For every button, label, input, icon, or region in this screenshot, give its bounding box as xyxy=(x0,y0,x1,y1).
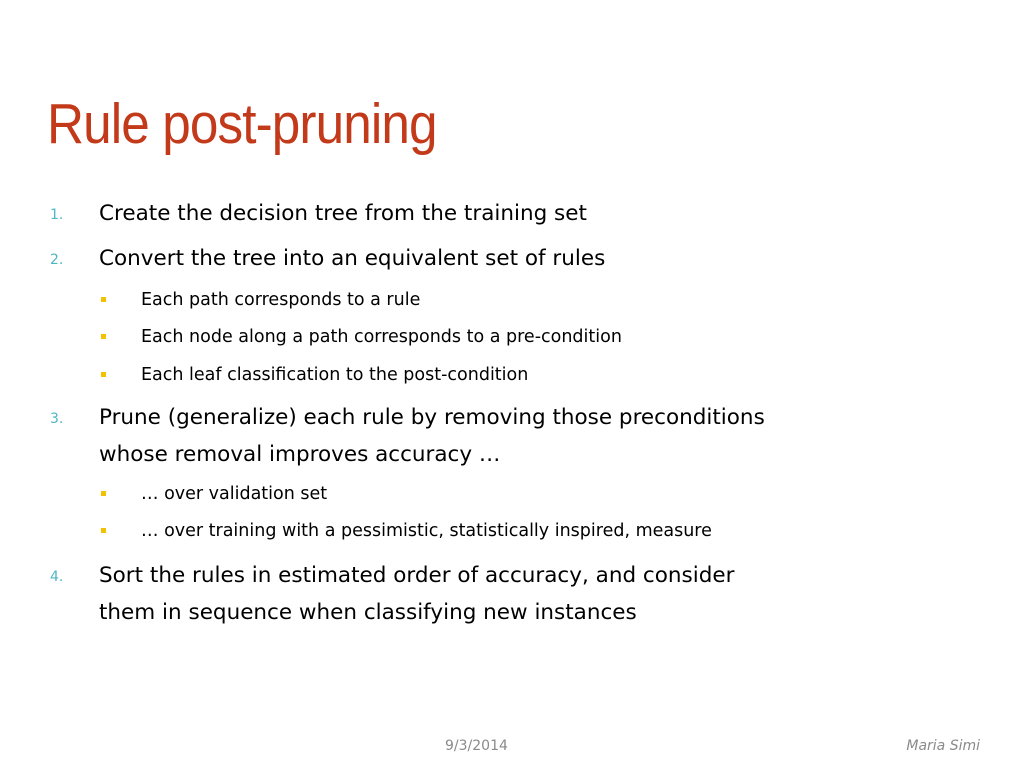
sub-list-item-text: Each leaf classification to the post-condition xyxy=(141,365,529,385)
list-item-1-text xyxy=(99,195,949,232)
square-bullet-icon xyxy=(101,491,106,496)
list-number-4: 4. xyxy=(50,569,64,585)
list-number-3: 3. xyxy=(50,411,64,427)
square-bullet-icon xyxy=(101,334,106,339)
list-number-1: 1. xyxy=(50,207,64,223)
square-bullet-icon xyxy=(101,372,106,377)
sub-list-item-text: … over training with a pessimistic, statistically inspired, measure xyxy=(141,521,712,541)
square-bullet-icon xyxy=(101,297,106,302)
sub-list-item-text: … over validation set xyxy=(141,484,328,504)
list-item-4-line-2: them in sequence when classifying new instances xyxy=(99,600,637,625)
list-item-3-text xyxy=(99,399,949,473)
list-item-4-line-1: Sort the rules in estimated order of accuracy, and consider xyxy=(99,563,735,588)
slide-title: Rule post-pruning xyxy=(47,92,437,156)
list-item-3-line-2: whose removal improves accuracy … xyxy=(99,442,501,467)
list-item-3-line-1: Prune (generalize) each rule by removing those preconditions xyxy=(99,405,765,430)
footer-author: Maria Simi xyxy=(906,738,980,754)
list-item-4-text xyxy=(99,557,949,631)
list-item-2-text xyxy=(99,240,949,277)
list-item-1-line-1: Create the decision tree from the training set xyxy=(99,201,587,226)
footer-date: 9/3/2014 xyxy=(445,738,508,754)
sub-list-item-text: Each node along a path corresponds to a pre-condition xyxy=(141,327,622,347)
sub-list-item-text: Each path corresponds to a rule xyxy=(141,290,421,310)
list-item-2-line-1: Convert the tree into an equivalent set of rules xyxy=(99,246,606,271)
list-number-2: 2. xyxy=(50,252,64,268)
square-bullet-icon xyxy=(101,528,106,533)
